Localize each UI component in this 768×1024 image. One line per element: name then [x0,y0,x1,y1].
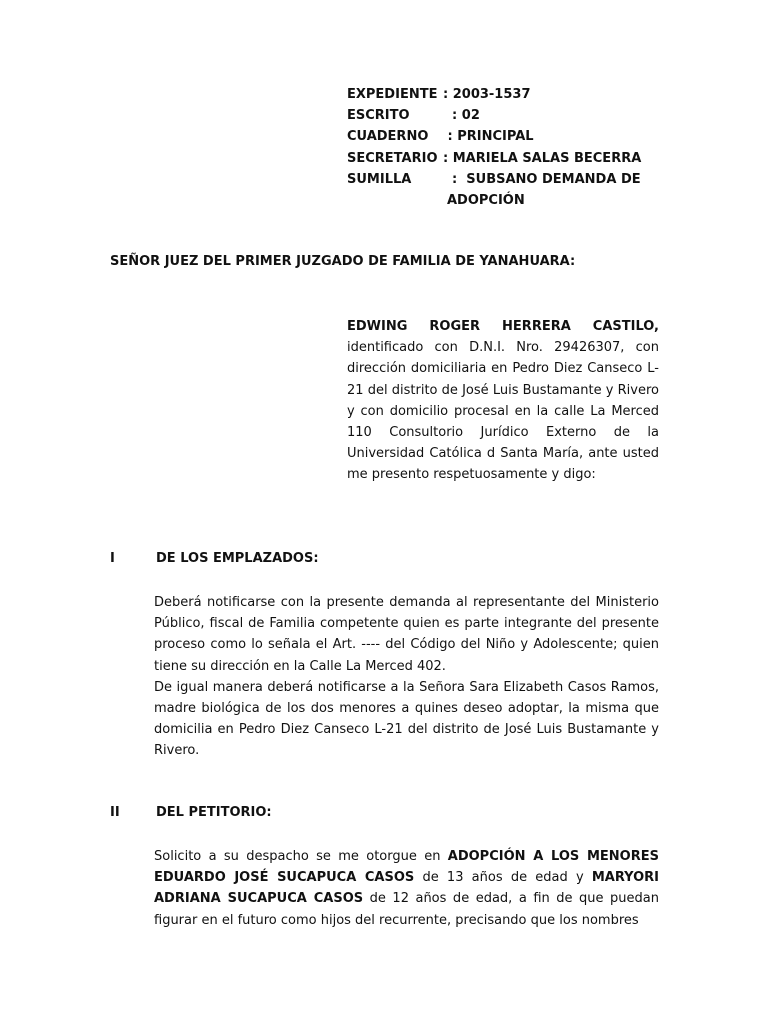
paragraph [154,846,659,931]
text-run: de 13 años de edad y [414,870,592,886]
sumilla-continuation: ADOPCIÓN [447,193,525,209]
header-row-expediente [347,84,677,105]
salutation: SEÑOR JUEZ DEL PRIMER JUZGADO DE FAMILIA DE YANAHUARA: [110,254,576,269]
section-number: I [110,551,115,566]
header-row-sumilla [347,169,677,211]
party-intro [347,316,659,486]
section-title: DE LOS EMPLAZADOS: [156,551,319,566]
header-key: EXPEDIENTE [347,87,438,102]
section-heading-emplazados [110,551,319,566]
party-text: identificado con D.N.I. Nro. 29426307, con dirección domiciliaria en Pedro Diez Canseco L-21 del distrito de José Luis Bustamante y Rivero y con domicilio procesal en la calle La Merced 110 Consultorio Jurídico Externo de la Universidad Católica d Santa María, ante usted me presento respetuosamente y digo: [347,340,659,483]
header-row-cuaderno [347,126,677,147]
header-key: CUADERNO [347,129,429,145]
header-value: : MARIELA SALAS BECERRA [443,150,642,166]
header-value: : 2003-1537 [443,87,531,102]
header-value: : PRINCIPAL [443,129,534,145]
bold-run: MARYORI ADRIANA SUCAPUCA CASOS [154,870,659,907]
paragraph: Deberá notificarse con la presente demanda al representante del Ministerio Público, fiscal de Familia competente quien es parte integrante del presente proceso como lo señala el Art. ---- del Código del Niño y Adolescente; quien tiene su dirección en la Calle La Merced 402. [154,595,659,674]
text-run: de 12 años de edad, a fin de que puedan figurar en el futuro como hijos del recurrente, precisando que los nombres [154,891,659,928]
paragraph: De igual manera deberá notificarse a la Señora Sara Elizabeth Casos Ramos, madre biológica de los dos menores a quines deseo adoptar, la misma que domicilia en Pedro Diez Canseco L-21 del distrito de José Luis Bustamante y Rivero. [154,679,659,759]
section-body-emplazados [154,592,659,762]
text-run: Solicito a su despacho se me otorgue en [154,849,448,864]
case-header [347,84,677,211]
bold-run: ADOPCIÓN A LOS MENORES EDUARDO JOSÉ SUCAPUCA CASOS [154,849,659,886]
header-key: ESCRITO [347,108,410,124]
header-value: : 02 [443,108,480,124]
section-body-petitorio [154,846,659,931]
section-number: II [110,805,120,820]
sumilla-value: : SUBSANO DEMANDA DE [443,171,641,187]
section-heading-petitorio [110,805,272,820]
party-name: EDWING ROGER HERRERA CASTILO, [347,319,659,334]
header-row-secretario [347,148,677,169]
header-key: SECRETARIO [347,150,438,166]
header-value [443,169,677,211]
header-key: SUMILLA [347,171,412,187]
header-row-escrito [347,105,677,126]
section-title: DEL PETITORIO: [156,805,272,820]
